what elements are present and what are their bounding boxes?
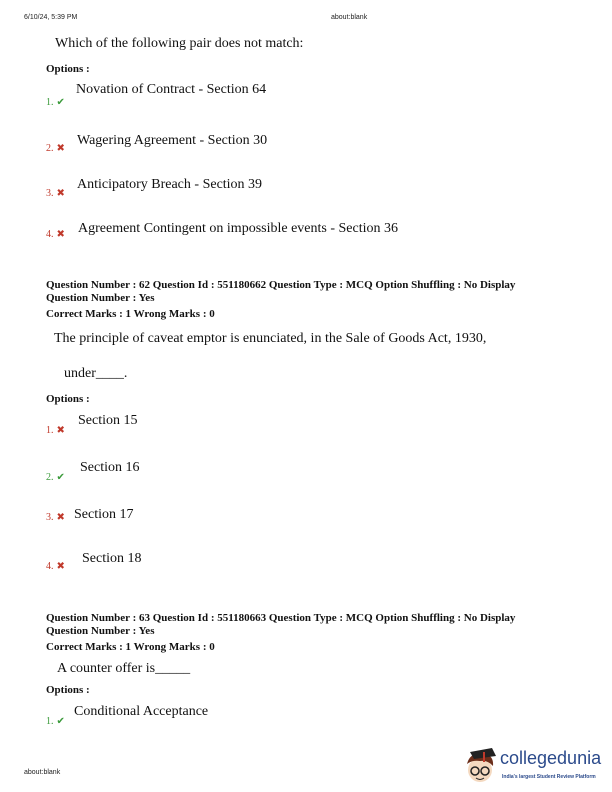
- option-number: 1.: [46, 425, 54, 436]
- cross-icon: ✖: [56, 188, 65, 199]
- option-text: Section 15: [78, 413, 138, 428]
- option-number: 1.: [46, 97, 54, 108]
- question-text: Which of the following pair does not match:: [55, 36, 304, 51]
- question-meta: Question Number : 62 Question Id : 551180662 Question Type : MCQ Option Shuffling : No Display: [46, 279, 516, 291]
- option-text: Novation of Contract - Section 64: [76, 82, 267, 97]
- options-label: Options :: [46, 684, 90, 696]
- question-meta: Question Number : Yes: [46, 625, 155, 637]
- question-meta: Question Number : 63 Question Id : 551180663 Question Type : MCQ Option Shuffling : No Display: [46, 612, 516, 624]
- check-icon: ✔: [56, 472, 65, 483]
- logo-brand: collegedunia: [500, 748, 602, 768]
- question-marks: Correct Marks : 1 Wrong Marks : 0: [46, 308, 215, 320]
- option-marker: [46, 229, 65, 240]
- option-number: 2.: [46, 472, 54, 483]
- option-marker: [46, 425, 65, 436]
- option-text: Section 18: [82, 551, 142, 566]
- options-label: Options :: [46, 63, 90, 75]
- option-text: Conditional Acceptance: [74, 704, 209, 719]
- check-icon: ✔: [56, 716, 65, 727]
- cross-icon: ✖: [56, 229, 65, 240]
- question-marks: Correct Marks : 1 Wrong Marks : 0: [46, 641, 215, 653]
- option-text: Section 16: [80, 460, 140, 475]
- question-text: The principle of caveat emptor is enunciated, in the Sale of Goods Act, 1930,: [54, 331, 487, 346]
- question-text: A counter offer is_____: [57, 661, 191, 676]
- cross-icon: ✖: [56, 425, 65, 436]
- option-marker: [46, 716, 65, 727]
- cross-icon: ✖: [56, 143, 65, 154]
- cross-icon: ✖: [56, 512, 65, 523]
- option-text: Agreement Contingent on impossible events - Section 36: [78, 221, 399, 236]
- footer-url: about:blank: [24, 769, 61, 776]
- option-marker: [46, 472, 65, 483]
- option-marker: [46, 188, 65, 199]
- option-text: Wagering Agreement - Section 30: [77, 133, 268, 148]
- option-marker: [46, 512, 65, 523]
- check-icon: ✔: [56, 97, 65, 108]
- cross-icon: ✖: [56, 561, 65, 572]
- option-number: 1.: [46, 716, 54, 727]
- options-label: Options :: [46, 393, 90, 405]
- print-datetime: 6/10/24, 5:39 PM: [24, 14, 78, 21]
- option-number: 3.: [46, 188, 54, 199]
- option-marker: [46, 561, 65, 572]
- mascot-icon: [462, 746, 498, 786]
- print-url: about:blank: [331, 14, 368, 21]
- option-number: 3.: [46, 512, 54, 523]
- question-meta: Question Number : Yes: [46, 292, 155, 304]
- option-marker: [46, 143, 65, 154]
- option-marker: [46, 97, 65, 108]
- option-number: 4.: [46, 229, 54, 240]
- option-text: Section 17: [74, 507, 134, 522]
- option-number: 4.: [46, 561, 54, 572]
- option-number: 2.: [46, 143, 54, 154]
- question-text-cont: under____.: [64, 366, 128, 381]
- option-text: Anticipatory Breach - Section 39: [77, 177, 263, 192]
- logo-tagline: India's largest Student Review Platform: [502, 774, 596, 780]
- collegedunia-logo: [460, 742, 612, 790]
